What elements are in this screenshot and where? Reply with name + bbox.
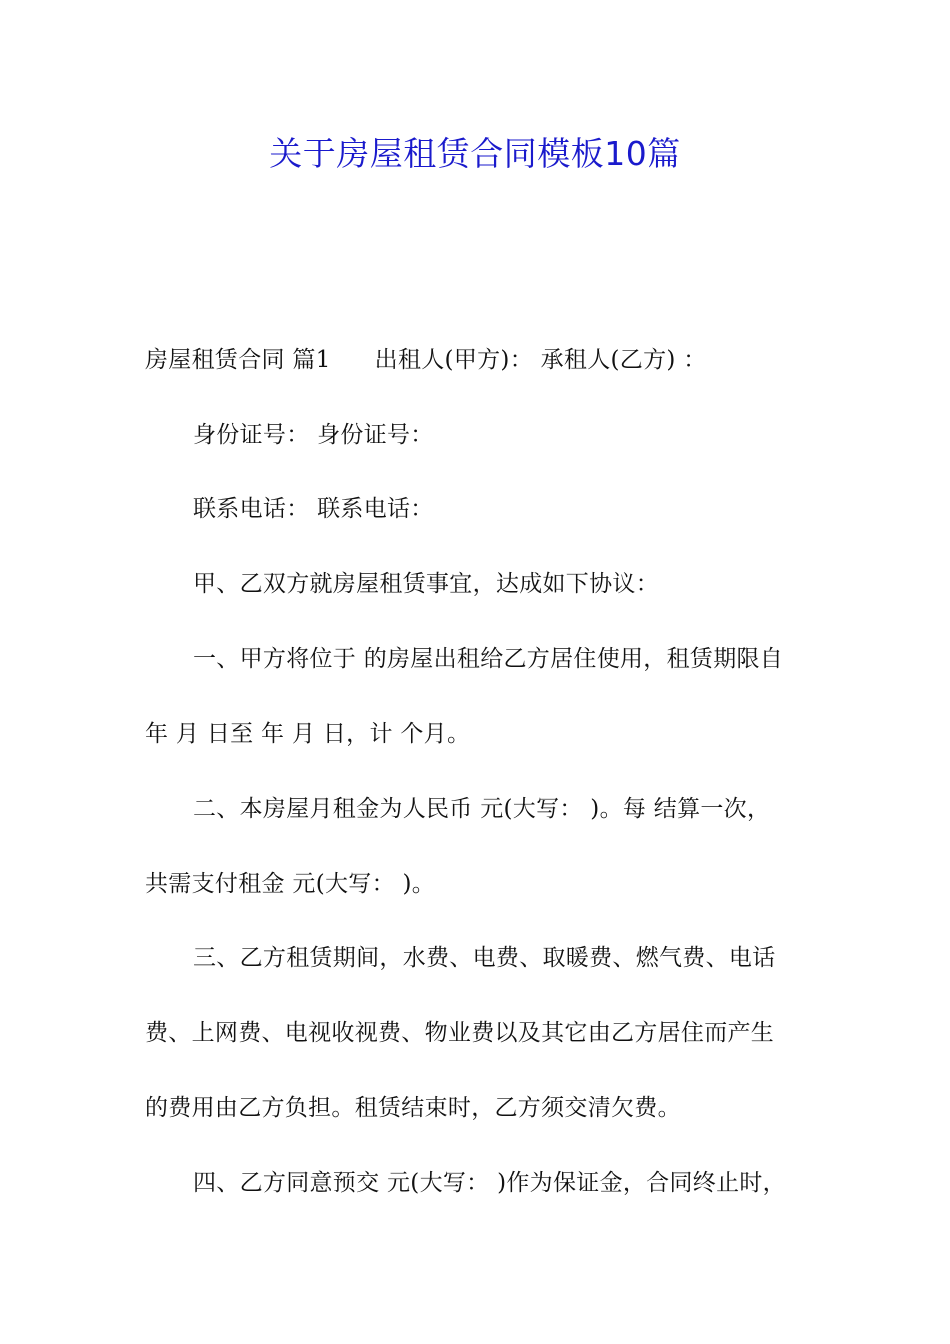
clause-3-line-2: 费、上网费、电视收视费、物业费以及其它由乙方居住而产生 [145,1020,775,1046]
clause-3-line-3: 的费用由乙方负担。租赁结束时，乙方须交清欠费。 [145,1095,681,1121]
clause-1-line-2: 年 月 日至 年 月 日，计 个月。 [145,721,471,747]
clause-2-line-2: 共需支付租金 元(大写： )。 [145,871,436,897]
clause-3-line-1: 三、乙方租赁期间，水费、电费、取暖费、燃气费、电话 [193,945,776,971]
parties-label: 出租人(甲方)： 承租人(乙方) ： [374,347,707,373]
contract-heading-line [145,342,707,378]
clause-1-line-1: 一、甲方将位于 的房屋出租给乙方居住使用，租赁期限自 [193,646,784,672]
clause-2-line-1: 二、本房屋月租金为人民币 元(大写： )。每 结算一次， [193,796,771,822]
id-number-line: 身份证号： 身份证号： [193,422,434,448]
contract-section-label: 房屋租赁合同 篇1 [145,347,331,373]
phone-line: 联系电话： 联系电话： [193,496,434,522]
agreement-intro: 甲、乙双方就房屋租赁事宜，达成如下协议： [193,571,659,597]
document-title: 关于房屋租赁合同模板10篇 [269,134,681,173]
clause-4-line-1: 四、乙方同意预交 元(大写： )作为保证金，合同终止时， [193,1170,786,1196]
